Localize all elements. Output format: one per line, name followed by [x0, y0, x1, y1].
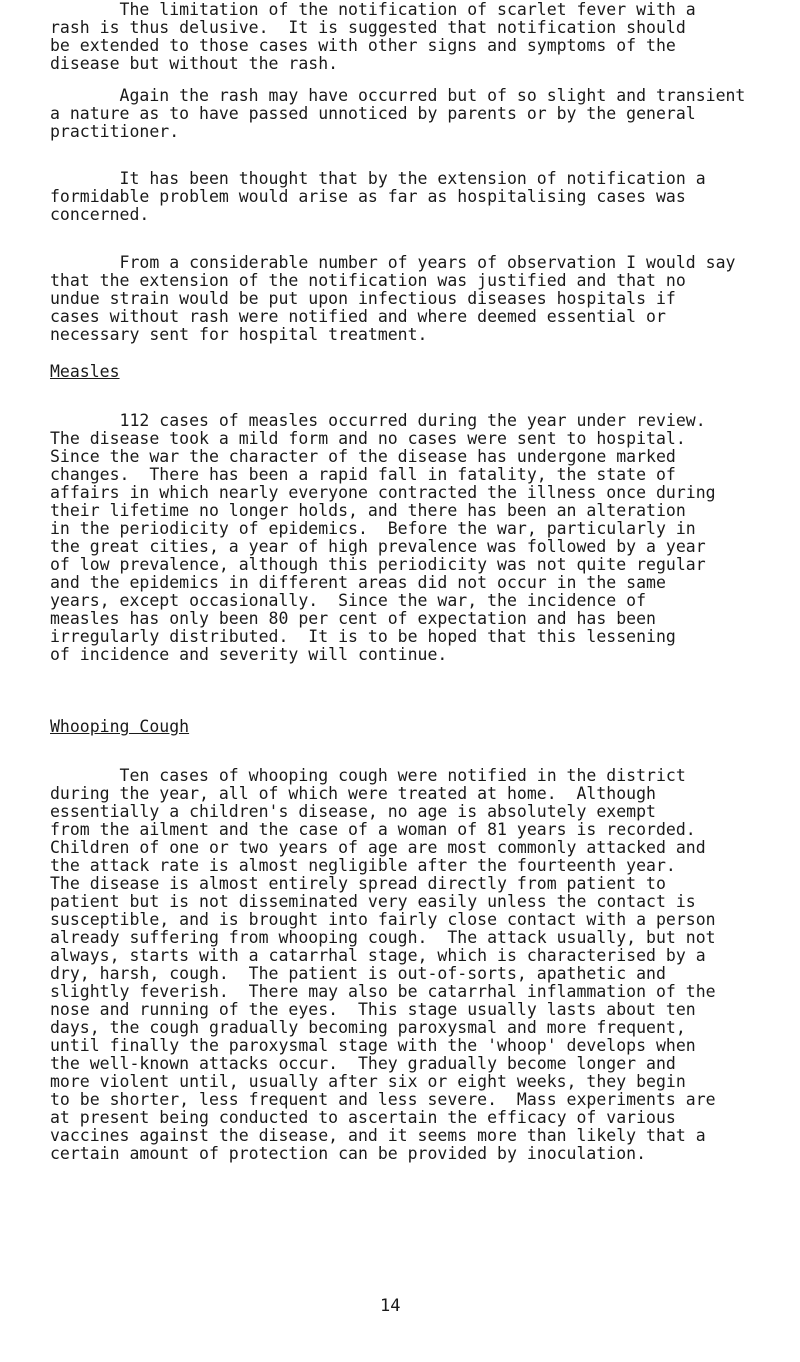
transient-rash-paragraph: Again the rash may have occurred but of so slight and transient a nature as to have passed unnoticed by parents or by the general practitioner. [50, 86, 746, 141]
measles-paragraph: 112 cases of measles occurred during the year under review. The disease took a mild form and no cases were sent to hospital. Since the war the character of the disease has undergone marked changes. There has been a rapid fall in fatality, the state of affairs in which nearly everyone contracted the illness once during their lifetime no longer holds, and there has been an alteration in the periodicity of epidemics. Before the war, particularly in the great cities, a year of high prevalence was followed by a year of low prevalence, although this periodicity was not quite regular and the epidemics in different areas did not occur in the same years, except occasionally. Since the war, the incidence of measles has only been 80 per cent of expectation and has been irregularly distributed. It is to be hoped that this lessening of incidence and severity will continue. [50, 411, 716, 664]
whooping-cough-heading: Whooping Cough [50, 717, 190, 736]
page-number: 14 [380, 1296, 401, 1316]
notification-extension-paragraph: From a considerable number of years of observation I would say that the extension of the notification was justified and that no undue strain would be put upon infectious diseases hospitals if cases without rash were notified and where deemed essential or necessary sent for hospital treatment. [50, 253, 736, 344]
hospitalisation-problem-paragraph: It has been thought that by the extension of notification a formidable problem would arise as far as hospitalising cases was concerned. [50, 169, 706, 224]
measles-heading: Measles [50, 362, 120, 381]
whooping-cough-paragraph: Ten cases of whooping cough were notified in the district during the year, all of which were treated at home. Although essentially a children's disease, no age is absolutely exempt from the ailment and the case of a woman of 81 years is recorded. Children of one or two years of age are most commonly attacked and the attack rate is almost negligible after the fourteenth year. The disease is almost entirely spread directly from patient to patient but is not disseminated very easily unless the contact is susceptible, and is brought into fairly close contact with a person already suffering from whooping cough. The attack usually, but not always, starts with a catarrhal stage, which is characterised by a dry, harsh, cough. The patient is out-of-sorts, apathetic and slightly feverish. There may also be catarrhal inflammation of the nose and running of the eyes. This stage usually lasts about ten days, the cough gradually becoming paroxysmal and more frequent, until finally the paroxysmal stage with the 'whoop' develops when the well-known attacks occur. They gradually become longer and more violent until, usually after six or eight weeks, they begin to be shorter, less frequent and less severe. Mass experiments are at present being conducted to ascertain the efficacy of various vaccines against the disease, and it seems more than likely that a certain amount of protection can be provided by inoculation. [50, 766, 716, 1163]
scarlet-fever-rash-paragraph: The limitation of the notification of scarlet fever with a rash is thus delusive. It is suggested that notification should be extended to those cases with other signs and symptoms of the disease but without the rash. [50, 0, 696, 73]
